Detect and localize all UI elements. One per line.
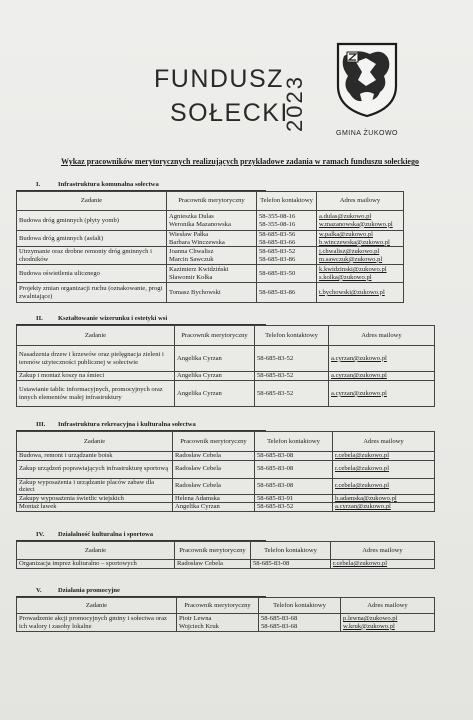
- phone-cell: [257, 211, 317, 231]
- email-cell: [341, 614, 435, 632]
- header-pracownik: Pracownik merytoryczny: [167, 192, 257, 211]
- header-telefon: Telefon kontaktowy: [255, 432, 333, 452]
- table-row: [17, 494, 435, 503]
- header-pracownik: Pracownik merytoryczny: [175, 542, 251, 560]
- worker-name: Radosław Cebela: [175, 465, 221, 473]
- header-zadanie: Zadanie: [17, 598, 177, 614]
- worker-cell: [175, 372, 255, 381]
- task-cell: Budowa, remont i urządzanie boisk: [17, 452, 173, 461]
- section-number: I.: [36, 181, 41, 188]
- gmina-coat-of-arms-icon: [336, 42, 398, 118]
- section-table: [16, 325, 435, 407]
- phone-number: 58-685-83-66: [259, 238, 296, 246]
- email-cell: [317, 265, 404, 283]
- header-email: Adres mailowy: [331, 542, 435, 560]
- task-cell: Zakup wyposażenia i urządzanie placów zabaw dla dzieci: [17, 478, 173, 494]
- worker-cell: [167, 265, 257, 283]
- phone-number: 58-685-83-52: [259, 248, 296, 256]
- section-number: III.: [36, 421, 46, 428]
- phone-number: 58-355-08-16: [259, 220, 296, 228]
- section-5: [16, 586, 435, 632]
- phone-number: 58-685-83-08: [253, 560, 290, 568]
- section-3: [16, 420, 435, 512]
- table-header-row: [17, 598, 435, 614]
- email-link[interactable]: b.winczewska@zukowo.pl: [319, 238, 390, 246]
- phone-number: 58-685-83-52: [257, 503, 294, 511]
- section-title-text: Infrastruktura rekreacyjna i kulturalna sołectwa: [58, 421, 196, 428]
- worker-name: Weronika Mazanowska: [169, 220, 231, 228]
- worker-cell: [167, 211, 257, 231]
- worker-cell: [173, 503, 255, 512]
- table-row: [17, 231, 404, 247]
- table-row: [17, 211, 404, 231]
- section-table: [16, 541, 435, 569]
- table-row: [17, 460, 435, 478]
- worker-name: Angelika Cyrzan: [177, 372, 222, 380]
- task-cell: Zakup i montaż koszy na śmieci: [17, 372, 175, 381]
- task-cell: Organizacja imprez kulturalno – sportowych: [17, 560, 175, 569]
- worker-cell: [173, 452, 255, 461]
- task-cell: Zakup urządzeń poprawiających infrastrukturę sportową: [17, 460, 173, 478]
- email-link[interactable]: r.cebela@zukowo.pl: [335, 465, 390, 473]
- task-cell: Budowa dróg gminnych (asfalt): [17, 231, 167, 247]
- document-heading: Wykaz pracowników merytorycznych realizujących przykładowe zadania w ramach funduszu sołeckiego: [61, 157, 419, 166]
- worker-cell: [173, 460, 255, 478]
- section-table: [16, 191, 404, 303]
- header-telefon: Telefon kontaktowy: [255, 326, 329, 346]
- table-row: [17, 346, 435, 372]
- phone-cell: [255, 494, 333, 503]
- table-row: [17, 478, 435, 494]
- header-pracownik: Pracownik merytoryczny: [173, 432, 255, 452]
- email-link[interactable]: m.sawczuk@zukowo.pl: [319, 255, 383, 263]
- worker-cell: [175, 381, 255, 407]
- phone-cell: [255, 503, 333, 512]
- worker-cell: [175, 346, 255, 372]
- email-link[interactable]: w.kruk@zukowo.pl: [343, 622, 395, 630]
- section-title-text: Działania promocyjne: [58, 587, 120, 594]
- task-cell: Budowa oświetlenia ulicznego: [17, 265, 167, 283]
- worker-cell: [167, 231, 257, 247]
- phone-number: 58-685-83-68: [261, 614, 298, 622]
- email-cell: [329, 346, 435, 372]
- worker-name: Joanna Chwalisz: [169, 248, 214, 256]
- phone-number: 58-685-83-50: [259, 269, 296, 277]
- table-row: [17, 283, 404, 303]
- worker-name: Tomasz Bychowski: [169, 288, 221, 296]
- table-row: [17, 247, 404, 265]
- phone-cell: [257, 231, 317, 247]
- gmina-label: GMINA ŻUKOWO: [336, 130, 398, 137]
- phone-number: 58-685-83-68: [261, 622, 298, 630]
- table-row: [17, 560, 435, 569]
- email-link[interactable]: r.cebela@zukowo.pl: [333, 560, 388, 568]
- worker-name: Piotr Lewna: [179, 614, 212, 622]
- task-cell: Projekty zmian organizacji ruchu (oznakowanie, progi zwalniające): [17, 283, 167, 303]
- email-link[interactable]: a.cyrzan@zukowo.pl: [331, 354, 387, 362]
- table-header-row: [17, 432, 435, 452]
- header-zadanie: Zadanie: [17, 192, 167, 211]
- phone-number: 58-685-83-91: [257, 494, 294, 502]
- header-email: Adres mailowy: [333, 432, 435, 452]
- email-link[interactable]: w.mazanowska@zukowo.pl: [319, 220, 393, 228]
- section-2: [16, 314, 435, 407]
- section-4: [16, 530, 435, 569]
- phone-number: 58-685-83-86: [259, 288, 296, 296]
- section-table: [16, 431, 435, 512]
- email-link[interactable]: r.cebela@zukowo.pl: [335, 482, 390, 490]
- email-cell: [317, 247, 404, 265]
- email-link[interactable]: a.cyrzan@zukowo.pl: [335, 503, 391, 511]
- table-header-row: [17, 192, 404, 211]
- worker-name: Radosław Cebela: [175, 482, 221, 490]
- task-cell: Budowa dróg gminnych (płyty yomb): [17, 211, 167, 231]
- email-cell: [317, 231, 404, 247]
- section-title-text: Działalność kulturalna i sportowa: [58, 531, 154, 538]
- phone-number: 58-685-83-08: [257, 465, 294, 473]
- email-cell: [329, 381, 435, 407]
- worker-name: Angelika Cyrzan: [177, 389, 222, 397]
- email-link[interactable]: j.chwalisz@zukowo.pl: [319, 248, 380, 256]
- table-header-row: [17, 542, 435, 560]
- section-title: [16, 586, 266, 597]
- table-row: [17, 452, 435, 461]
- title-line-1: FUNDUSZ: [154, 65, 284, 93]
- phone-cell: [255, 372, 329, 381]
- header-pracownik: Pracownik merytoryczny: [177, 598, 259, 614]
- task-cell: Zakupy wyposażenia świetlic wiejskich: [17, 494, 173, 503]
- worker-name: Barbara Winczewska: [169, 238, 225, 246]
- worker-name: Angelika Cyrzan: [177, 354, 222, 362]
- email-link[interactable]: a.dulas@zukowo.pl: [319, 212, 372, 220]
- task-cell: Ustawianie tablic informacyjnych, promocyjnych oraz innych elementów małej infrastruktury: [17, 381, 175, 407]
- email-cell: [333, 452, 435, 461]
- section-title: [16, 314, 266, 325]
- section-number: IV.: [36, 531, 45, 538]
- email-link[interactable]: h.adamska@zukowo.pl: [335, 494, 397, 502]
- task-cell: Utrzymanie oraz drobne remonty dróg gminnych i chodników: [17, 247, 167, 265]
- email-cell: [333, 494, 435, 503]
- worker-cell: [167, 247, 257, 265]
- section-table: [16, 597, 435, 632]
- task-cell: Prowadzenie akcji promocyjnych gminy i sołectwa oraz ich walory i zasoby lokalne: [17, 614, 177, 632]
- email-cell: [329, 372, 435, 381]
- table-row: [17, 614, 435, 632]
- table-header-row: [17, 326, 435, 346]
- phone-cell: [257, 265, 317, 283]
- section-number: V.: [36, 587, 42, 594]
- section-1: [16, 180, 404, 303]
- table-row: [17, 265, 404, 283]
- email-cell: [317, 211, 404, 231]
- table-row: [17, 372, 435, 381]
- table-row: [17, 381, 435, 407]
- section-title-text: Kształtowanie wizerunku i estetyki wsi: [58, 315, 168, 322]
- phone-number: 58-685-83-52: [257, 354, 294, 362]
- header-telefon: Telefon kontaktowy: [257, 192, 317, 211]
- email-link[interactable]: t.bychowski@zukowo.pl: [319, 288, 385, 296]
- header-email: Adres mailowy: [317, 192, 404, 211]
- email-cell: [333, 460, 435, 478]
- email-link[interactable]: s.kolka@zukowo.pl: [319, 273, 372, 281]
- task-cell: Montaż ławek: [17, 503, 173, 512]
- worker-cell: [175, 560, 251, 569]
- phone-cell: [255, 452, 333, 461]
- phone-cell: [257, 283, 317, 303]
- worker-name: Radosław Cebela: [175, 452, 221, 459]
- header-zadanie: Zadanie: [17, 326, 175, 346]
- email-link[interactable]: a.cyrzan@zukowo.pl: [331, 389, 387, 397]
- phone-number: 58-685-83-08: [257, 482, 294, 490]
- phone-cell: [255, 381, 329, 407]
- phone-cell: [255, 346, 329, 372]
- section-title-text: Infrastruktura komunalna sołectwa: [58, 181, 159, 188]
- phone-cell: [251, 560, 331, 569]
- worker-cell: [167, 283, 257, 303]
- worker-name: Helena Adamska: [175, 494, 220, 502]
- worker-name: Radosław Cebela: [177, 560, 223, 568]
- worker-name: Angelika Cyrzan: [175, 503, 220, 511]
- phone-cell: [255, 460, 333, 478]
- worker-name: Kazimierz Kwidziński: [169, 266, 229, 274]
- email-link[interactable]: w.palka@zukowo.pl: [319, 231, 373, 238]
- email-link[interactable]: a.cyrzan@zukowo.pl: [331, 372, 387, 380]
- phone-number: 58-685-83-56: [259, 231, 296, 238]
- email-cell: [333, 503, 435, 512]
- worker-cell: [173, 494, 255, 503]
- email-cell: [333, 478, 435, 494]
- worker-cell: [173, 478, 255, 494]
- email-link[interactable]: k.kwidzinski@zukowo.pl: [319, 266, 387, 274]
- email-link[interactable]: p.lewna@zukowo.pl: [343, 614, 398, 622]
- email-cell: [317, 283, 404, 303]
- phone-cell: [255, 478, 333, 494]
- email-link[interactable]: r.cebela@zukowo.pl: [335, 452, 390, 459]
- phone-number: 58-685-83-86: [259, 255, 296, 263]
- phone-cell: [259, 614, 341, 632]
- section-number: II.: [36, 315, 43, 322]
- header-email: Adres mailowy: [341, 598, 435, 614]
- worker-cell: [177, 614, 259, 632]
- phone-number: 58-355-08-16: [259, 212, 296, 220]
- phone-number: 58-685-83-52: [257, 372, 294, 380]
- year-label: 2023: [282, 75, 307, 132]
- header-telefon: Telefon kontaktowy: [259, 598, 341, 614]
- header-pracownik: Pracownik merytoryczny: [175, 326, 255, 346]
- section-title: [16, 180, 266, 191]
- phone-number: 58-685-83-52: [257, 389, 294, 397]
- table-row: [17, 503, 435, 512]
- worker-name: Wojciech Kruk: [179, 622, 219, 630]
- section-title: [16, 420, 266, 431]
- task-cell: Nasadzenia drzew i krzewów oraz pielęgnacja zieleni i terenów użyteczności publicznej w sołectwie: [17, 346, 175, 372]
- header-zadanie: Zadanie: [17, 542, 175, 560]
- email-cell: [331, 560, 435, 569]
- worker-name: Wiesław Pałka: [169, 231, 209, 238]
- title-line-2: SOŁECKI: [170, 99, 289, 127]
- header-telefon: Telefon kontaktowy: [251, 542, 331, 560]
- worker-name: Marcin Sawczuk: [169, 255, 214, 263]
- header-zadanie: Zadanie: [17, 432, 173, 452]
- phone-cell: [257, 247, 317, 265]
- worker-name: Sławomir Kołka: [169, 273, 213, 281]
- header-email: Adres mailowy: [329, 326, 435, 346]
- phone-number: 58-685-83-08: [257, 452, 294, 459]
- worker-name: Agnieszka Dulas: [169, 212, 214, 220]
- section-title: [16, 530, 266, 541]
